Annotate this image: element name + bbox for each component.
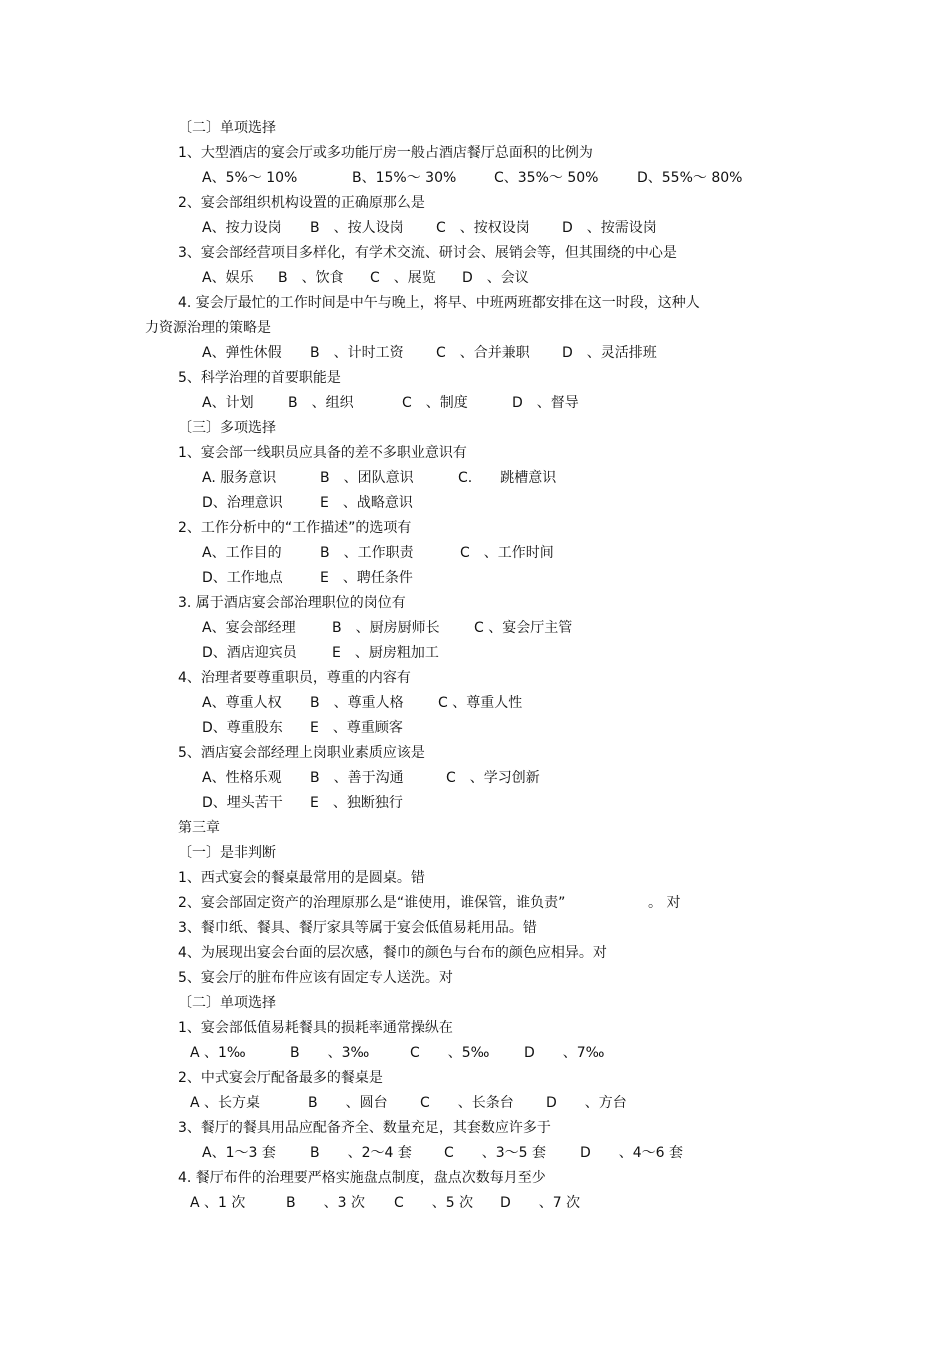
option: B 、厨房厨师长: [332, 620, 440, 636]
option: C 、3～5 套: [444, 1145, 547, 1161]
option: E 、聘任条件: [320, 570, 413, 586]
question-text: 1、大型酒店的宴会厅或多功能厅房一般占酒店餐厅总面积的比例为: [178, 145, 593, 161]
option: B 、工作职责: [320, 545, 414, 561]
option: D 、灵活排班: [562, 345, 657, 361]
question-text: 5、酒店宴会部经理上岗职业素质应该是: [178, 745, 425, 761]
option: C 、按权设岗: [436, 220, 530, 236]
section-heading: 〔一〕是非判断: [178, 845, 276, 861]
option: B 、尊重人格: [310, 695, 404, 711]
statement: 1、西式宴会的餐桌最常用的是圆桌。错: [178, 870, 425, 886]
option: C 、5‰: [410, 1045, 490, 1061]
section-heading: 〔二〕单项选择: [178, 120, 276, 136]
option: D 、7‰: [524, 1045, 605, 1061]
option: D 、督导: [512, 395, 579, 411]
option: D、55%～ 80%: [637, 170, 743, 186]
section-heading: 〔三〕多项选择: [178, 420, 276, 436]
question-text: 2、宴会部组织机构设置的正确原那么是: [178, 195, 425, 211]
chapter-title: 第三章: [178, 820, 220, 836]
option: A、计划: [202, 395, 254, 411]
question-text: 4. 宴会厅最忙的工作时间是中午与晚上，将早、中班两班都安排在这一时段，这种人: [178, 295, 700, 311]
option: A、弹性休假: [202, 345, 282, 361]
option: E 、厨房粗加工: [332, 645, 439, 661]
option: B 、圆台: [308, 1095, 388, 1111]
option: E 、尊重顾客: [310, 720, 403, 736]
option: B 、计时工资: [310, 345, 404, 361]
option: B 、善于沟通: [310, 770, 404, 786]
option: A、宴会部经理: [202, 620, 296, 636]
question-text: 4. 餐厅布件的治理要严格实施盘点制度，盘点次数每月至少: [178, 1170, 546, 1186]
question-text: 1、宴会部一线职员应具备的差不多职业意识有: [178, 445, 467, 461]
option: E 、战略意识: [320, 495, 413, 511]
question-text: 4、治理者要尊重职员，尊重的内容有: [178, 670, 411, 686]
statement: 3、餐巾纸、餐具、餐厅家具等属于宴会低值易耗用品。错: [178, 920, 537, 936]
section-heading: 〔二〕单项选择: [178, 995, 276, 1011]
option: B 、组织: [288, 395, 354, 411]
option: C. 跳槽意识: [458, 470, 557, 486]
option: C 、学习创新: [446, 770, 540, 786]
question-text: 5、科学治理的首要职能是: [178, 370, 341, 386]
option: C、35%～ 50%: [494, 170, 599, 186]
option: C 、工作时间: [460, 545, 554, 561]
option: D、尊重股东: [202, 720, 283, 736]
question-text-continued: 力资源治理的策略是: [145, 320, 271, 336]
option: D、工作地点: [202, 570, 283, 586]
option: C 、长条台: [420, 1095, 514, 1111]
option: A. 服务意识: [202, 470, 277, 486]
option: D、埋头苦干: [202, 795, 283, 811]
option: A 、1‰: [190, 1045, 246, 1061]
option: B、15%～ 30%: [352, 170, 457, 186]
option: A、1～3 套: [202, 1145, 276, 1161]
option: D、酒店迎宾员: [202, 645, 297, 661]
option: A、娱乐: [202, 270, 254, 286]
statement-answer: 。 对: [648, 895, 681, 911]
option: B 、2～4 套: [310, 1145, 412, 1161]
option: D 、按需设岗: [562, 220, 657, 236]
option: A 、1 次: [190, 1195, 246, 1211]
option: A、按力设岗: [202, 220, 282, 236]
statement: 4、为展现出宴会台面的层次感，餐巾的颜色与台布的颜色应相异。对: [178, 945, 607, 961]
option: D 、会议: [462, 270, 529, 286]
option: C 、宴会厅主管: [474, 620, 573, 636]
option: D 、7 次: [500, 1195, 581, 1211]
option: C 、展览: [370, 270, 436, 286]
question-text: 2、工作分析中的“工作描述”的选项有: [178, 520, 412, 536]
option: E 、独断独行: [310, 795, 403, 811]
option: D 、4～6 套: [580, 1145, 684, 1161]
option: B 、按人设岗: [310, 220, 404, 236]
question-text: 3. 属于酒店宴会部治理职位的岗位有: [178, 595, 406, 611]
question-text: 2、中式宴会厅配备最多的餐桌是: [178, 1070, 383, 1086]
option: A、性格乐观: [202, 770, 282, 786]
option: A、尊重人权: [202, 695, 282, 711]
statement: 5、宴会厅的脏布件应该有固定专人送洗。对: [178, 970, 453, 986]
option: B 、3 次: [286, 1195, 365, 1211]
option: C 、制度: [402, 395, 468, 411]
option: A 、长方桌: [190, 1095, 261, 1111]
option: B 、饮食: [278, 270, 344, 286]
option: B 、团队意识: [320, 470, 414, 486]
option: C 、尊重人性: [438, 695, 523, 711]
option: C 、合并兼职: [436, 345, 530, 361]
option: A、5%～ 10%: [202, 170, 298, 186]
option: D 、方台: [546, 1095, 627, 1111]
option: D、治理意识: [202, 495, 283, 511]
option: C 、5 次: [394, 1195, 474, 1211]
question-text: 1、宴会部低值易耗餐具的损耗率通常操纵在: [178, 1020, 453, 1036]
option: B 、3‰: [290, 1045, 370, 1061]
question-text: 3、宴会部经营项目多样化，有学术交流、研讨会、展销会等，但其围绕的中心是: [178, 245, 677, 261]
option: A、工作目的: [202, 545, 282, 561]
statement: 2、宴会部固定资产的治理原那么是“谁使用，谁保管，谁负责”: [178, 895, 566, 911]
question-text: 3、餐厅的餐具用品应配备齐全、数量充足，其套数应许多于: [178, 1120, 551, 1136]
